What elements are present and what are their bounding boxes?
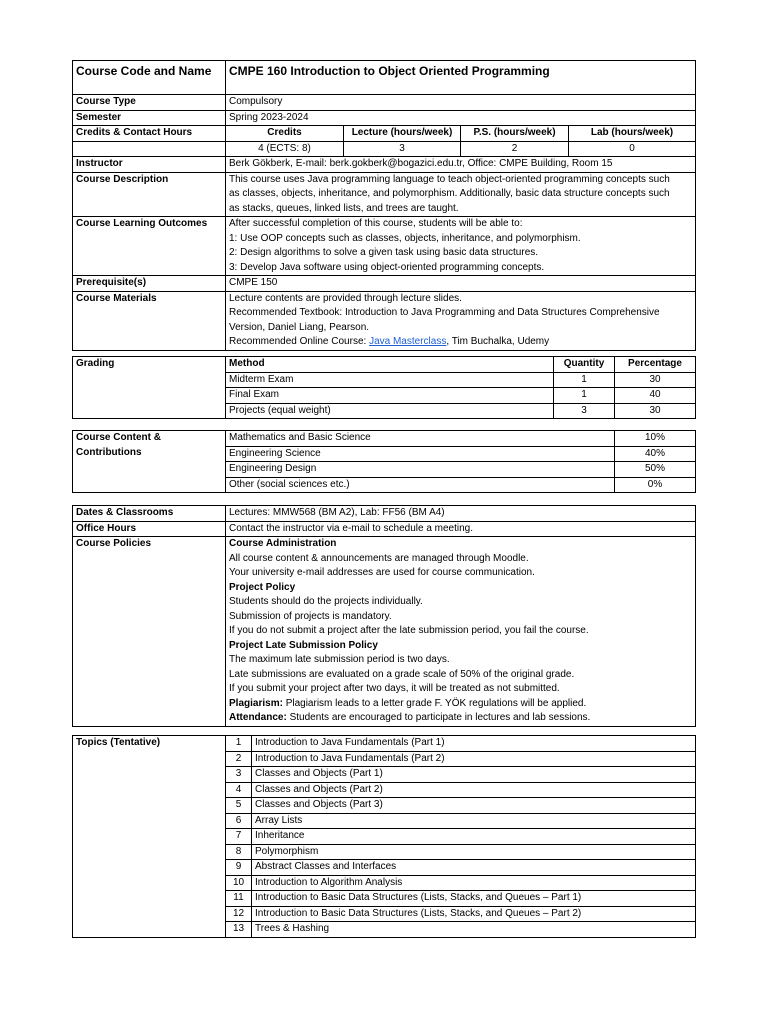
plagiarism-text: Plagiarism leads to a letter grade F. YÖK regulations will be applied.: [282, 697, 587, 709]
topics-table: [72, 735, 696, 938]
table-row: [73, 736, 696, 752]
topic-number: 13: [226, 922, 252, 938]
dates-label: Dates & Classrooms: [73, 506, 226, 522]
topic-number: 7: [226, 829, 252, 845]
outcome-line: 2: Design algorithms to solve a given task using basic data structures.: [229, 247, 539, 258]
topic-title: Introduction to Java Fundamentals (Part 1): [252, 736, 696, 752]
grading-quantity: 1: [554, 388, 615, 404]
grading-percentage: 30: [615, 403, 696, 419]
admin-line: All course content & announcements are managed through Moodle.: [229, 552, 529, 564]
policies-value: [226, 537, 696, 727]
lab-hours-header: Lab (hours/week): [569, 126, 696, 142]
dates-value: Lectures: MMW568 (BM A2), Lab: FF56 (BM A4): [226, 506, 696, 522]
prereq-value: CMPE 150: [226, 276, 696, 292]
outcome-line: 3: Develop Java software using object-oriented programming concepts.: [229, 261, 545, 273]
topic-number: 11: [226, 891, 252, 907]
ps-hours-value: 2: [461, 141, 569, 157]
instructor-value: Berk Gökberk, E-mail: berk.gokberk@bogazici.edu.tr, Office: CMPE Building, Room 15: [226, 157, 696, 173]
semester-label: Semester: [73, 110, 226, 126]
topic-title: Classes and Objects (Part 1): [252, 767, 696, 783]
topic-title: Trees & Hashing: [252, 922, 696, 938]
grading-percentage: 40: [615, 388, 696, 404]
ps-hours-header: P.S. (hours/week): [461, 126, 569, 142]
content-area: Other (social sciences etc.): [226, 477, 615, 493]
topic-title: Introduction to Java Fundamentals (Part 2): [252, 751, 696, 767]
topic-number: 3: [226, 767, 252, 783]
credits-label: Credits & Contact Hours: [73, 126, 226, 142]
table-row: [73, 431, 696, 447]
materials-online-prefix: Recommended Online Course:: [229, 336, 370, 347]
outcomes-label: Course Learning Outcomes: [73, 217, 226, 276]
description-line: This course uses Java programming language to teach object-oriented programming concepts such: [229, 173, 670, 185]
course-code-value: CMPE 160 Introduction to Object Oriented Programming: [226, 61, 696, 95]
content-contributions-table: [72, 430, 696, 493]
grading-method-header: Method: [226, 357, 554, 373]
office-hours-label: Office Hours: [73, 521, 226, 537]
materials-line: Version, Daniel Liang, Pearson.: [229, 321, 370, 333]
project-policy-line: Submission of projects is mandatory.: [229, 610, 392, 622]
credits-header: Credits: [226, 126, 344, 142]
semester-value: Spring 2023-2024: [226, 110, 696, 126]
grading-method: Final Exam: [226, 388, 554, 404]
late-policy-line: Late submissions are evaluated on a grade scale of 50% of the original grade.: [229, 668, 575, 680]
topic-title: Inheritance: [252, 829, 696, 845]
description-line: as stacks, queues, linked lists, and trees are taught.: [229, 202, 459, 214]
topic-title: Array Lists: [252, 813, 696, 829]
content-percent: 40%: [615, 446, 696, 462]
lecture-hours-value: 3: [344, 141, 461, 157]
project-policy-line: Students should do the projects individually.: [229, 596, 423, 607]
topic-number: 1: [226, 736, 252, 752]
topic-number: 10: [226, 875, 252, 891]
credits-value: 4 (ECTS: 8): [226, 141, 344, 157]
topic-number: 9: [226, 860, 252, 876]
topic-title: Introduction to Basic Data Structures (Lists, Stacks, and Queues – Part 2): [252, 906, 696, 922]
outcome-line: 1: Use OOP concepts such as classes, objects, inheritance, and polymorphism.: [229, 232, 581, 244]
grading-table: [72, 356, 696, 419]
grading-label: Grading: [73, 357, 226, 419]
content-percent: 0%: [615, 477, 696, 493]
policies-label: Course Policies: [73, 537, 226, 727]
office-hours-value: Contact the instructor via e-mail to schedule a meeting.: [226, 521, 696, 537]
materials-online-suffix: , Tim Buchalka, Udemy: [446, 336, 550, 347]
content-label-line: Course Content &: [76, 432, 161, 443]
topic-number: 8: [226, 844, 252, 860]
plagiarism-line: [229, 697, 692, 712]
content-area: Engineering Design: [226, 462, 615, 478]
topic-number: 6: [226, 813, 252, 829]
materials-online-line: [229, 335, 692, 350]
description-line: as classes, objects, inheritance, and polymorphism. Additionally, basic data structure concepts such: [229, 188, 670, 199]
grading-method: Midterm Exam: [226, 372, 554, 388]
project-policy-title: Project Policy: [229, 581, 296, 593]
topic-title: Abstract Classes and Interfaces: [252, 860, 696, 876]
materials-value: [226, 291, 696, 350]
project-policy-line: If you do not submit a project after the late submission period, you fail the course.: [229, 625, 589, 636]
materials-label: Course Materials: [73, 291, 226, 350]
prereq-label: Prerequisite(s): [73, 276, 226, 292]
topic-number: 5: [226, 798, 252, 814]
content-percent: 10%: [615, 431, 696, 447]
attendance-title: Attendance:: [229, 712, 287, 723]
admin-line: Your university e-mail addresses are used for course communication.: [229, 567, 535, 578]
topic-number: 12: [226, 906, 252, 922]
grading-quantity: 3: [554, 403, 615, 419]
topic-title: Classes and Objects (Part 2): [252, 782, 696, 798]
content-label: [73, 431, 226, 493]
course-code-label: Course Code and Name: [73, 61, 226, 95]
description-label: Course Description: [73, 172, 226, 217]
topic-title: Polymorphism: [252, 844, 696, 860]
lab-hours-value: 0: [569, 141, 696, 157]
lecture-hours-header: Lecture (hours/week): [344, 126, 461, 142]
materials-line: Recommended Textbook: Introduction to Java Programming and Data Structures Comprehensive: [229, 307, 660, 318]
plagiarism-title: Plagiarism:: [229, 697, 283, 709]
attendance-line: [229, 711, 692, 726]
topics-label: Topics (Tentative): [73, 736, 226, 938]
grading-percentage: 30: [615, 372, 696, 388]
course-type-value: Compulsory: [226, 95, 696, 111]
topic-title: Classes and Objects (Part 3): [252, 798, 696, 814]
description-value: [226, 172, 696, 217]
materials-line: Lecture contents are provided through lecture slides.: [229, 292, 462, 304]
credits-empty-cell: [73, 141, 226, 157]
policies-table: [72, 505, 696, 727]
java-masterclass-link[interactable]: Java Masterclass: [369, 336, 447, 347]
outcome-line: After successful completion of this course, students will be able to:: [229, 218, 523, 229]
late-policy-title: Project Late Submission Policy: [229, 639, 378, 651]
topic-number: 2: [226, 751, 252, 767]
topic-number: 4: [226, 782, 252, 798]
outcomes-value: [226, 217, 696, 276]
late-policy-line: The maximum late submission period is two days.: [229, 654, 450, 665]
content-area: Mathematics and Basic Science: [226, 431, 615, 447]
grading-percentage-header: Percentage: [615, 357, 696, 373]
instructor-label: Instructor: [73, 157, 226, 173]
course-type-label: Course Type: [73, 95, 226, 111]
late-policy-line: If you submit your project after two days, it will be treated as not submitted.: [229, 683, 560, 694]
topic-title: Introduction to Basic Data Structures (Lists, Stacks, and Queues – Part 1): [252, 891, 696, 907]
attendance-text: Students are encouraged to participate in lectures and lab sessions.: [286, 712, 591, 723]
content-percent: 50%: [615, 462, 696, 478]
grading-method: Projects (equal weight): [226, 403, 554, 419]
grading-quantity: 1: [554, 372, 615, 388]
course-info-table: [72, 60, 696, 351]
grading-quantity-header: Quantity: [554, 357, 615, 373]
admin-title: Course Administration: [229, 538, 337, 549]
topic-title: Introduction to Algorithm Analysis: [252, 875, 696, 891]
content-label-line: Contributions: [76, 446, 142, 458]
content-area: Engineering Science: [226, 446, 615, 462]
